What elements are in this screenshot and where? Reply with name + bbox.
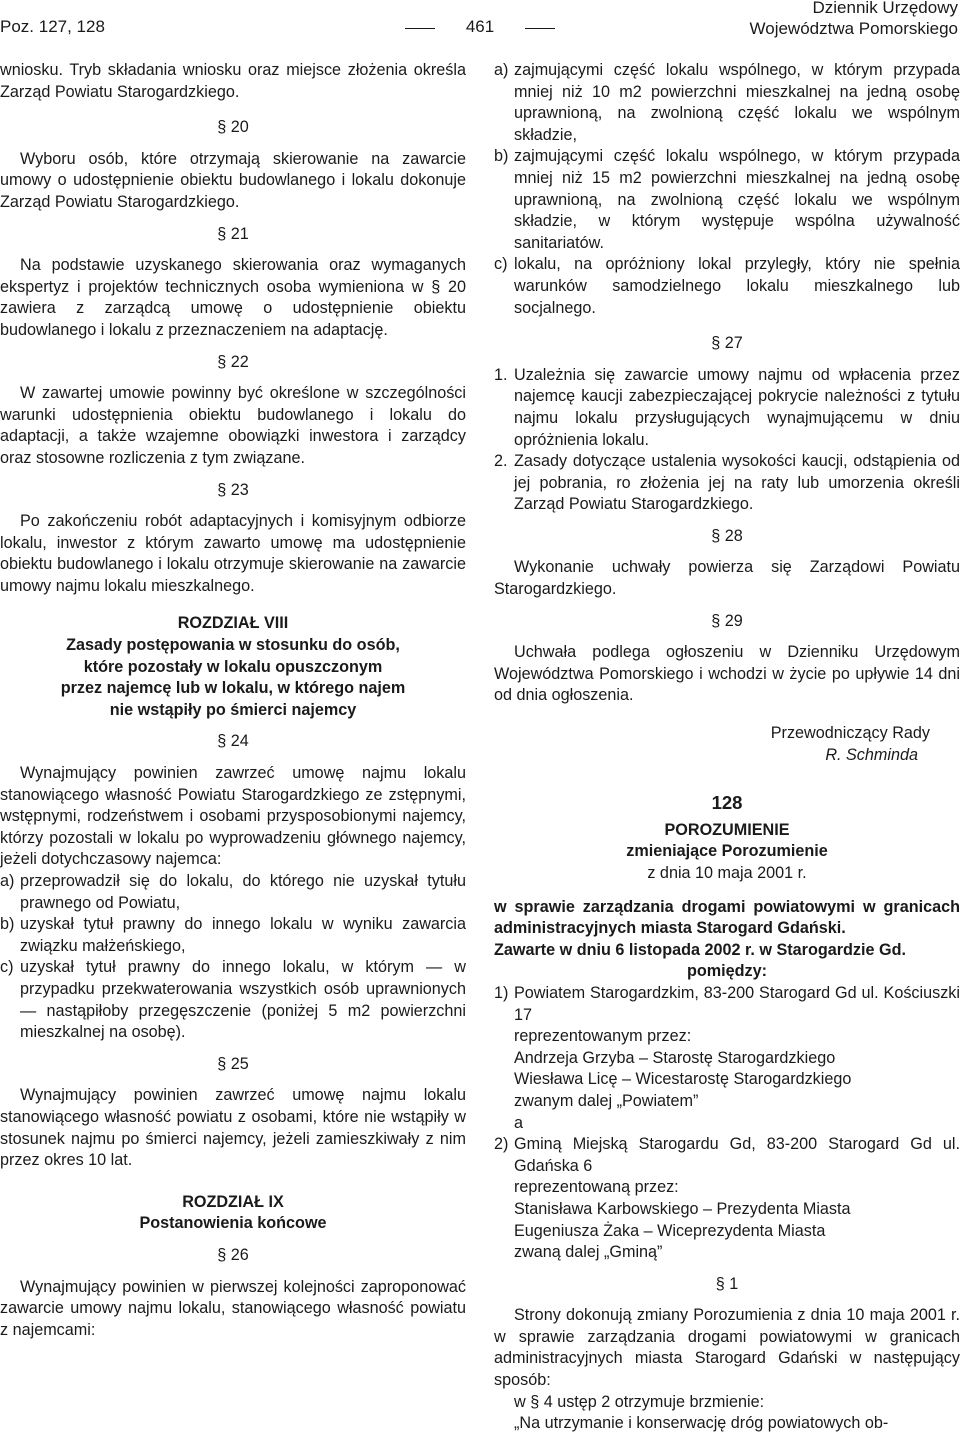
list-item-label: 1. bbox=[494, 365, 508, 384]
list-item bbox=[0, 871, 466, 914]
list-item-text: Zasady dotyczące ustalenia wysokości kaucji, odstąpienia od jej pobrania, ro złożenia jej na raty lub umorzenia określi Zarząd Powiatu Starogardzkiego. bbox=[514, 452, 960, 514]
list-item-label: c) bbox=[494, 255, 508, 274]
section-heading: § 22 bbox=[217, 352, 249, 371]
section-heading: § 29 bbox=[711, 611, 743, 630]
list-item-text: zajmującymi część lokalu wspólnego, w którym przypada mniej niż 15 m2 powierzchni mieszkalnej na jedną osobę uprawnioną, na zwolnioną część lokalu we wspólnym składzie, w którym występuje wspólna używalność sanitariatów. bbox=[514, 147, 960, 252]
list-item-text: Uzależnia się zawarcie umowy najmu od wpłacenia przez najemcę kaucji zabezpieczającej pokrycie należności z tytułu najmu lokalu przysługujących wynajmującemu w dniu opróżnienia lokalu. bbox=[514, 365, 960, 449]
list-item bbox=[0, 957, 466, 1043]
party-label: 2) bbox=[494, 1135, 509, 1154]
page-number: 461 bbox=[440, 17, 520, 37]
section-paragraph: Wynajmujący powinien zawrzeć umowę najmu lokalu stanowiącego własność Powiatu Starogardzkiego ze zstępnymi, wstępnymi, rodzeństwem i osobami przysposobionymi najemcy, którzy pozostali w lokalu po wyprowadzeniu głównego najemcy, jeżeli dotychczasowy najemca: bbox=[0, 764, 466, 869]
section-paragraph: Wynajmujący powinien zawrzeć umowę najmu lokalu stanowiącego własność powiatu z osobami, które nie wstąpiły w stosunek najmu po śmierci najemcy, jeżeli zamieszkiwały z nim przez okres 10 lat. bbox=[0, 1086, 466, 1170]
list-item-label: c) bbox=[0, 958, 14, 977]
list-item bbox=[494, 60, 960, 146]
section-heading: § 27 bbox=[711, 334, 743, 353]
conjunction: a bbox=[514, 1113, 524, 1132]
signatory-name: R. Schminda bbox=[825, 745, 918, 764]
party-name: Gminą Miejską Starogardu Gd, 83-200 Starogard Gd ul. Gdańska 6 bbox=[514, 1135, 960, 1175]
amendment-item: w § 4 ustęp 2 otrzymuje brzmienie: bbox=[514, 1392, 765, 1411]
document-type: POROZUMIENIE bbox=[664, 820, 790, 839]
section-paragraph: W zawartej umowie powinny być określone w szczególności warunki udostępnienia obiektu budowlanego i lokalu do adaptacji, a także wzajemne obowiązki inwestora i zarządcy oraz stosowne rozliczenia z tym związane. bbox=[0, 384, 466, 467]
chapter-title: ROZDZIAŁ IX bbox=[182, 1192, 284, 1211]
section-heading: § 21 bbox=[217, 224, 249, 243]
list-item-label: a) bbox=[494, 61, 509, 79]
document-date: z dnia 10 maja 2001 r. bbox=[647, 864, 807, 882]
list-item-text: uzyskał tytuł prawny do innego lokalu w wyniku zawarcia związku małżeńskiego, bbox=[20, 915, 466, 955]
party-representative: Wiesława Licę – Wicestarostę Starogardzkiego bbox=[514, 1070, 852, 1089]
chapter-subtitle: przez najemcę lub w lokalu, w którego najem bbox=[60, 679, 406, 698]
document-subject: w sprawie zarządzania drogami powiatowymi w granicach administracyjnych miasta Starogard Gdański. bbox=[494, 897, 960, 938]
list-item bbox=[494, 146, 960, 254]
list-item-text: uzyskał tytuł prawny do innego lokalu, w którym — w przypadku przekwaterowania wszystkich osób uprawnionych — nastąpiłoby przegęszczenie (poniżej 5 m2 powierzchni mieszkalnej na osobę). bbox=[20, 958, 466, 1042]
chapter-title: ROZDZIAŁ VIII bbox=[177, 614, 289, 633]
page-header bbox=[0, 0, 960, 44]
journal-title-line1: Dziennik Urzędowy bbox=[812, 0, 958, 17]
party-alias: zwaną dalej „Gminą” bbox=[514, 1243, 663, 1262]
chapter-subtitle: Zasady postępowania w stosunku do osób, bbox=[66, 636, 400, 655]
intro-paragraph: wniosku. Tryb składania wniosku oraz miejsce złożenia określa Zarząd Powiatu Starogardzkiego. bbox=[0, 61, 466, 101]
party-details bbox=[514, 983, 960, 1134]
signatory-role: Przewodniczący Rady bbox=[770, 724, 930, 743]
section-paragraph: Po zakończeniu robót adaptacyjnych i komisyjnym odbiorze lokalu, inwestor z którym zawarto umowę ma udostępnienie obiektu budowlanego i lokalu otrzymuje skierowanie na zawarcie umowy najmu lokalu mieszkalnego. bbox=[0, 512, 466, 595]
document-concluded: Zawarte w dniu 6 listopada 2002 r. w Starogardzie Gd. bbox=[494, 940, 906, 959]
party-representative: Andrzeja Grzyba – Starostę Starogardzkiego bbox=[514, 1048, 836, 1067]
section-paragraph: Wykonanie uchwały powierza się Zarządowi Powiatu Starogardzkiego. bbox=[494, 558, 960, 599]
list-item bbox=[0, 914, 466, 957]
list-item-text: zajmującymi część lokalu wspólnego, w którym przypada mniej niż 10 m2 powierzchni mieszkalnej na jedną osobę uprawnioną, na zwolnioną część lokalu we wspólnym składzie, bbox=[514, 61, 960, 144]
party-represented: reprezentowaną przez: bbox=[514, 1178, 679, 1197]
section-heading: § 24 bbox=[217, 732, 249, 751]
list-item-text: przeprowadził się do lokalu, do którego nie uzyskał tytułu prawnego od Powiatu, bbox=[20, 872, 466, 912]
list-item-label: b) bbox=[0, 915, 15, 934]
between-label: pomiędzy: bbox=[686, 962, 768, 981]
party-alias: zwanym dalej „Powiatem” bbox=[514, 1091, 699, 1110]
list-item-label: a) bbox=[0, 872, 15, 890]
left-column bbox=[0, 60, 466, 1341]
section-heading: § 1 bbox=[715, 1274, 739, 1293]
section-heading: § 23 bbox=[217, 480, 249, 499]
chapter-subtitle: Postanowienia końcowe bbox=[139, 1214, 327, 1233]
journal-title bbox=[750, 0, 959, 39]
list-item bbox=[494, 254, 960, 319]
party-entry bbox=[494, 1134, 960, 1264]
chapter-subtitle: nie wstąpiły po śmierci najemcy bbox=[109, 700, 357, 719]
list-item-label: 2. bbox=[494, 452, 508, 471]
section-paragraph: Na podstawie uzyskanego skierowania oraz wymaganych ekspertyz i projektów technicznych osoba wymieniona w § 20 zawiera z zarządcą umowę o udostępnienie obiektu budowlanego i lokalu z przeznaczeniem na adaptację. bbox=[0, 256, 466, 339]
party-details bbox=[514, 1134, 960, 1264]
list-item-label: b) bbox=[494, 147, 509, 166]
document-subtitle: zmieniające Porozumienie bbox=[626, 842, 828, 861]
party-entry bbox=[494, 983, 960, 1134]
document-number: 128 bbox=[711, 792, 743, 814]
list-item bbox=[494, 451, 960, 516]
party-label: 1) bbox=[494, 983, 509, 1002]
chapter-subtitle: które pozostały w lokalu opuszczonym bbox=[83, 657, 383, 676]
party-name: Powiatem Starogardzkim, 83-200 Starogard Gd ul. Kościuszki 17 bbox=[514, 983, 960, 1024]
party-representative: Eugeniusza Żaka – Wiceprezydenta Miasta bbox=[514, 1221, 826, 1240]
section-paragraph: Strony dokonują zmiany Porozumienia z dnia 10 maja 2001 r. w sprawie zarządzania drogami powiatowymi w granicach administracyjnych miasta Starogard Gdański w następujący sposób: bbox=[494, 1306, 960, 1390]
amendment-quote: „Na utrzymanie i konserwację dróg powiatowych ob- bbox=[514, 1414, 889, 1433]
party-represented: reprezentowanym przez: bbox=[514, 1027, 692, 1046]
right-column bbox=[494, 60, 960, 1435]
list-item-text: lokalu, na opróżniony lokal przyległy, który nie spełnia warunków samodzielnego lokalu mieszkalnego lub socjalnego. bbox=[514, 255, 960, 317]
section-paragraph: Wynajmujący powinien w pierwszej kolejności zaproponować zawarcie umowy najmu lokalu, stanowiącego własność powiatu z najemcami: bbox=[0, 1277, 466, 1339]
signature-block bbox=[494, 723, 960, 766]
list-item bbox=[494, 365, 960, 451]
party-representative: Stanisława Karbowskiego – Prezydenta Miasta bbox=[514, 1199, 851, 1218]
position-reference: Poz. 127, 128 bbox=[0, 17, 105, 36]
journal-title-line2: Województwa Pomorskiego bbox=[749, 19, 958, 38]
section-heading: § 20 bbox=[217, 118, 249, 137]
section-paragraph: Wyboru osób, które otrzymają skierowanie na zawarcie umowy o udostępnienie obiektu budowlanego i lokalu dokonuje Zarząd Powiatu Starogardzkiego. bbox=[0, 149, 466, 211]
section-paragraph: Uchwała podlega ogłoszeniu w Dzienniku Urzędowym Województwa Pomorskiego i wchodzi w życie po upływie 14 dni od dnia ogłoszenia. bbox=[494, 643, 960, 705]
section-heading: § 26 bbox=[217, 1245, 249, 1264]
section-heading: § 25 bbox=[217, 1054, 249, 1073]
section-heading: § 28 bbox=[711, 526, 743, 545]
